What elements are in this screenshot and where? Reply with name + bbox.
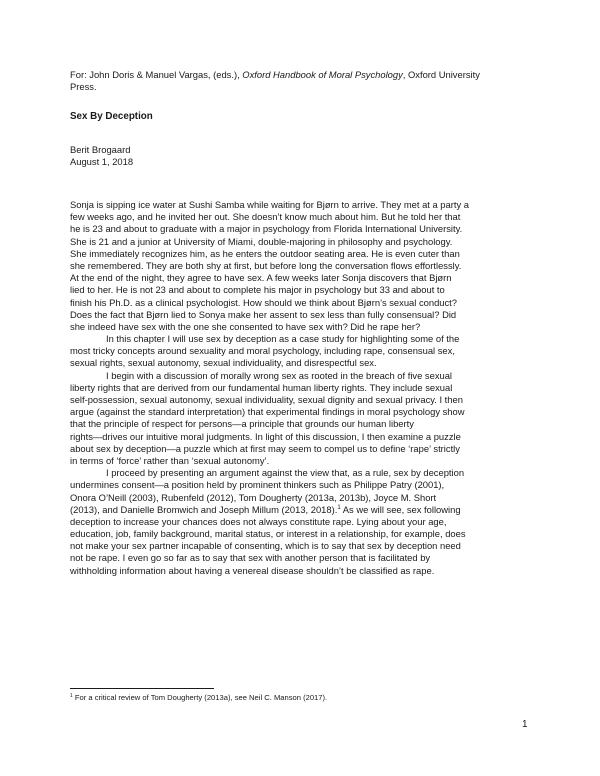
body-line: not be rape. I even go so far as to say that sex with another person that is facilitated by (70, 552, 431, 564)
body-line: I proceed by presenting an argument against the view that, as a rule, sex by deception (106, 467, 465, 479)
body-line: not make your sex partner incapable of consenting, which is to say that sex by deception need (70, 540, 461, 552)
footnote-marker: 1 (70, 693, 73, 699)
body-line: few weeks ago, and he invited her out. She doesn’t know much about him. But he told her that (70, 211, 461, 223)
body-line: argue (against the standard interpretation) that experimental findings in moral psychology show (70, 406, 465, 418)
body-line: that the principle of respect for persons—a principle that grounds our human liberty (70, 418, 414, 430)
body-line: She is 21 and a junior at University of Miami, double-majoring in philosophy and psychology. (70, 235, 453, 247)
body-line: Onora O’Neill (2003), Rubenfeld (2012), Tom Dougherty (2013a, 2013b), Joyce M. Short (70, 491, 437, 503)
body-line: In this chapter I will use sex by deception as a case study for highlighting some of the (106, 333, 460, 345)
body-line: she indeed have sex with the one she consented to have sex with? Did he rape her? (70, 320, 421, 332)
body-text (70, 199, 532, 577)
document-title: Sex By Deception (70, 111, 153, 122)
citation-line-1: For: John Doris & Manuel Vargas, (eds.), Oxford Handbook of Moral Psychology, Oxford University (70, 69, 480, 80)
body-line: liberty rights that are derived from our fundamental human liberty rights. They include sexual (70, 381, 453, 393)
body-line: She immediately recognizes him, as he enters the outdoor seating area. He is even cuter than (70, 247, 460, 259)
body-line: (2013), and Danielle Bromwich and Joseph Millum (2013, 2018).$^1$ As we will see, sex following (70, 503, 461, 515)
body-line: in terms of ‘force’ rather than ‘sexual autonomy’. (70, 454, 270, 466)
handbook-title: Oxford Handbook of Moral Psychology (242, 69, 403, 80)
body-line: undermines consent—a position held by prominent thinkers such as Philippe Patry (2001), (70, 479, 445, 491)
body-line: withholding information about having a venereal disease shouldn’t be classified as rape. (70, 564, 435, 576)
body-line: most tricky concepts around sexuality and moral psychology, including rape, consensual sex, (70, 345, 455, 357)
body-line: he is 23 and about to graduate with a major in psychology from Florida International University. (70, 223, 463, 235)
body-line: self-possession, sexual autonomy, sexual individuality, sexual dignity and sexual privacy. I then (70, 394, 463, 405)
citation-line-2: Press. (70, 81, 97, 93)
body-line: Does the fact that Bjørn lied to Sonya make her assent to sex less than fully consensual? Did (70, 308, 457, 320)
body-line: lied to her. He is not 23 and about to complete his major in psychology but 33 and about to (70, 284, 445, 296)
footnote (70, 693, 327, 702)
author-name: Berit Brogaard (70, 144, 131, 155)
footnote-reference[interactable]: 1 (337, 504, 341, 511)
byline (70, 144, 532, 168)
body-line: about sex by deception—a puzzle which at first may seem to compel us to define ‘rape’ strictly (70, 442, 460, 454)
body-line: rights—drives our intuitive moral judgments. In light of this discussion, I then examine a puzzle (70, 430, 461, 442)
body-line: At the end of the night, they agree to have sex. A few weeks later Sonja discovers that Bjørn (70, 272, 452, 284)
body-line: she remembered. They are both shy at first, but before long the conversation flows effortlessly. (70, 259, 462, 271)
body-line: I begin with a discussion of morally wrong sex as rooted in the breach of five sexual (106, 369, 453, 381)
body-line: deception to increase your chances does not always constitute rape. Lying about your age, (70, 515, 447, 527)
page-number: 1 (522, 719, 528, 730)
body-line: finish his Ph.D. as a clinical psychologist. How should we think about Bjørn’s sexual conduct? (70, 296, 458, 308)
footnote-text: For a critical review of Tom Dougherty (2013a), see Neil C. Manson (2017). (72, 693, 328, 702)
body-line: education, job, family background, marital status, or interest in a relationship, for example, does (70, 528, 466, 540)
footnote-divider (70, 688, 214, 689)
body-line: Sonja is sipping ice water at Sushi Samba while waiting for Bjørn to arrive. They met at a party a (70, 199, 469, 210)
body-line: sexual rights, sexual autonomy, sexual individuality, and disrespectful sex. (70, 357, 377, 369)
document-date: August 1, 2018 (70, 156, 134, 168)
citation-header (70, 69, 532, 93)
